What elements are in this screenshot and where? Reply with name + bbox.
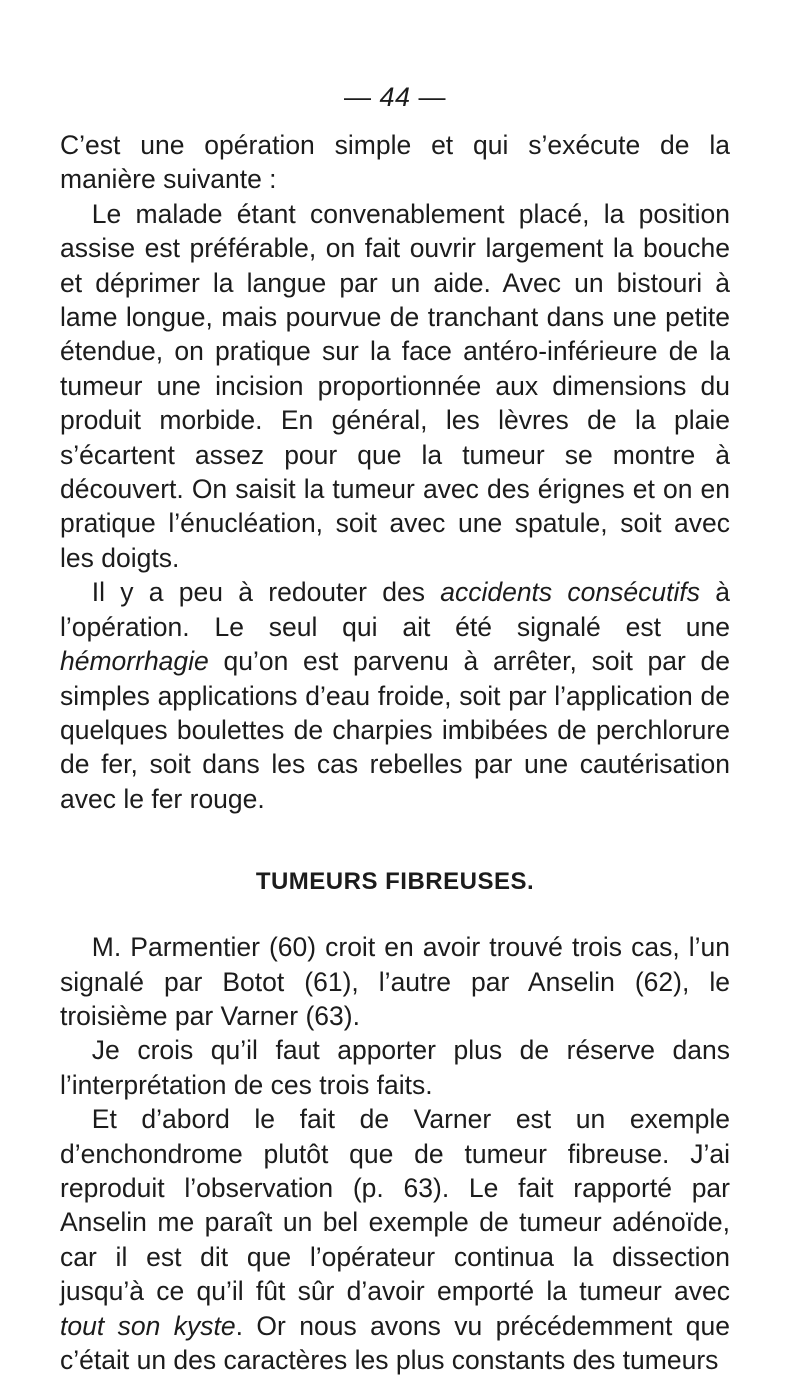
body-text-bottom xyxy=(60,930,730,1377)
text-run: Et d’abord le fait de Varner est un exemple d’enchondrome plutôt que de tumeur fibreuse. J’ai reproduit l’observation (p. 63). Le fait rapporté par Anselin me paraît un bel exemple de tumeur adénoïde, car il est dit que l’opérateur continua la dissection jusqu’à ce qu’il fût sûr d’avoir emporté la tumeur avec xyxy=(60,1104,730,1307)
text-run: à l’opération. Le seul qui ait été signalé est une xyxy=(60,577,730,642)
text-run: . Or nous avons vu précédemment que c’était un des caractères les plus constants des tumeurs xyxy=(60,1310,730,1375)
document-page xyxy=(60,82,730,1377)
text-run: M. Parmentier (60) croit en avoir trouvé trois cas, l’un signalé par Botot (61), l’autre par Anselin (62), le troisième par Varner (63). xyxy=(60,932,730,1031)
paragraph-p4 xyxy=(60,930,730,1033)
text-run: qu’on est parvenu à arrêter, soit par de simples applications d’eau froide, soit par l’application de quelques boulettes de charpies imbibées de perchlorure de fer, soit dans les cas rebelles par une cautérisation avec le fer rouge. xyxy=(60,646,730,814)
page-number-value: 44 xyxy=(379,82,411,112)
italic-text: hémorrhagie xyxy=(60,646,209,677)
text-run: Le malade étant convenablement placé, la position assise est préférable, on fait ouvrir largement la bouche et déprimer la langue par un aide. Avec un bistouri à lame longue, mais pourvue de tranchant dans une petite étendue, on pratique sur la face antéro-inférieure de la tumeur une incision proportionnée aux dimensions du produit morbide. En général, les lèvres de la plaie s’écartent assez pour que la tumeur se montre à découvert. On saisit la tumeur avec des érignes et on en pratique l’énucléation, soit avec une spatule, soit avec les doigts. xyxy=(60,198,730,573)
text-run: Je crois qu’il faut apporter plus de réserve dans l’interprétation de ces trois faits. xyxy=(60,1035,730,1100)
paragraph-p1 xyxy=(60,128,730,197)
paragraph-p6 xyxy=(60,1102,730,1377)
italic-text: tout son kyste xyxy=(60,1310,236,1341)
paragraph-p5 xyxy=(60,1033,730,1102)
text-run: C’est une opération simple et qui s’exécute de la manière suivante : xyxy=(60,130,730,195)
italic-text: accidents consécutifs xyxy=(440,577,700,608)
paragraph-p3 xyxy=(60,575,730,816)
page-number: — 44 — xyxy=(343,82,447,112)
body-text-top xyxy=(60,128,730,816)
text-run: Il y a peu à redouter des xyxy=(91,577,441,608)
section-title: TUMEURS FIBREUSES. xyxy=(255,868,535,896)
paragraph-p2 xyxy=(60,197,730,575)
